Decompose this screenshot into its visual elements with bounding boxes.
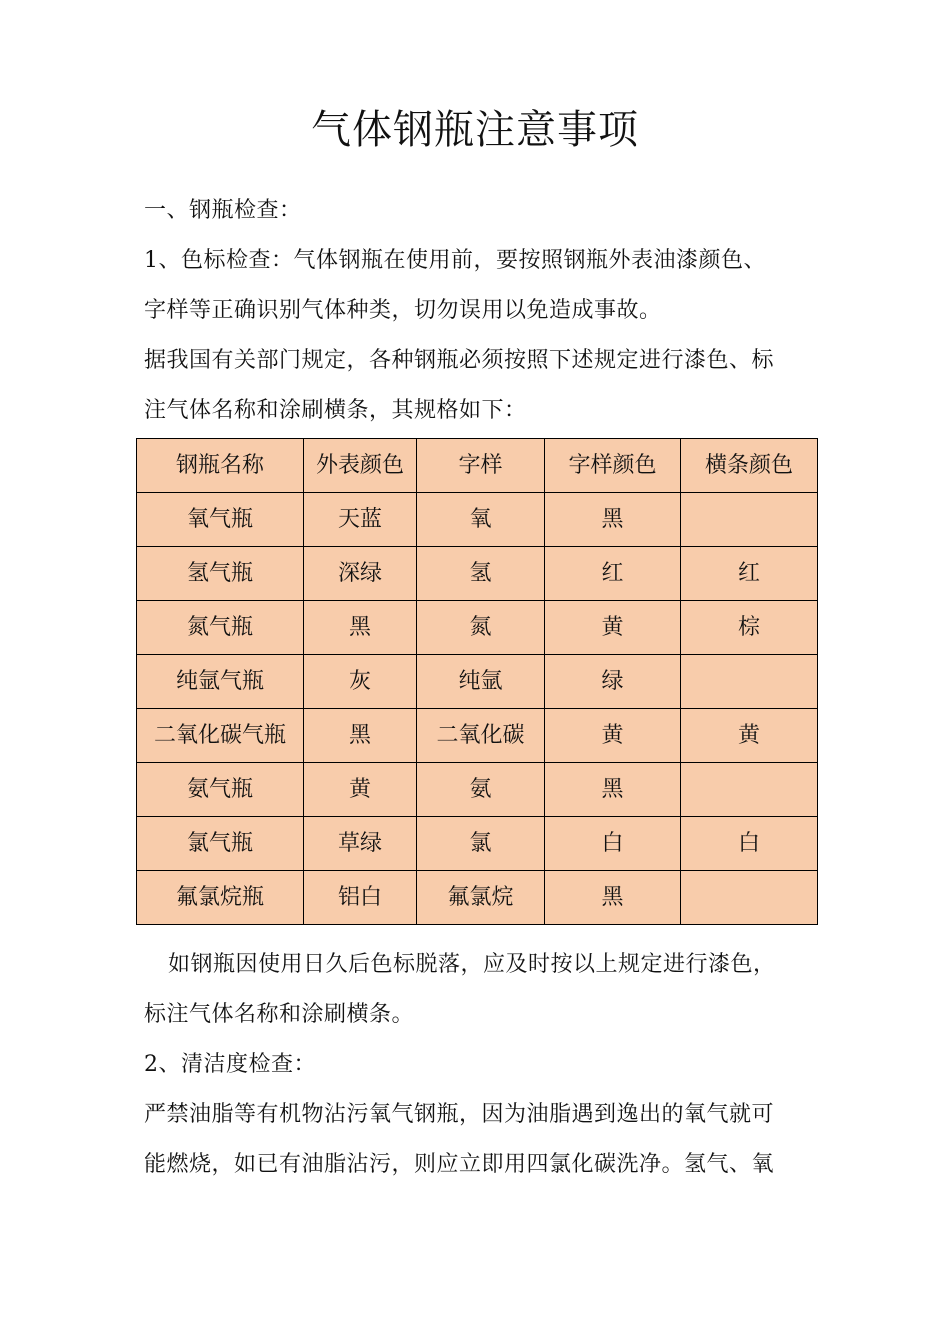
table-row bbox=[137, 655, 818, 709]
table-cell: 黄 bbox=[681, 709, 818, 763]
page-title: 气体钢瓶注意事项 bbox=[311, 107, 639, 153]
table-row bbox=[137, 547, 818, 601]
table-cell: 氟氯烷 bbox=[417, 871, 545, 925]
header-cell: 外表颜色 bbox=[304, 439, 417, 493]
paragraph-line: 注气体名称和涂刷横条，其规格如下： bbox=[144, 398, 527, 423]
table-cell: 草绿 bbox=[304, 817, 417, 871]
table-cell: 氯气瓶 bbox=[137, 817, 304, 871]
table-cell bbox=[681, 655, 818, 709]
table-cell: 绿 bbox=[545, 655, 681, 709]
table-cell: 黑 bbox=[304, 601, 417, 655]
header-cell: 钢瓶名称 bbox=[137, 439, 304, 493]
header-cell: 字样 bbox=[417, 439, 545, 493]
table-cell: 灰 bbox=[304, 655, 417, 709]
table-cell: 红 bbox=[681, 547, 818, 601]
table-row bbox=[137, 817, 818, 871]
table-cell: 白 bbox=[681, 817, 818, 871]
table-cell: 红 bbox=[545, 547, 681, 601]
section-heading-cylinder-check: 一、钢瓶检查： bbox=[144, 198, 302, 223]
table-cell: 氮气瓶 bbox=[137, 601, 304, 655]
table-cell: 纯氩 bbox=[417, 655, 545, 709]
table-cell: 黑 bbox=[545, 493, 681, 547]
table-cell: 氧气瓶 bbox=[137, 493, 304, 547]
table-cell: 黄 bbox=[304, 763, 417, 817]
table-cell: 氢气瓶 bbox=[137, 547, 304, 601]
table-cell: 黑 bbox=[304, 709, 417, 763]
table-cell: 黑 bbox=[545, 871, 681, 925]
table-cell: 铝白 bbox=[304, 871, 417, 925]
paragraph-line: 严禁油脂等有机物沾污氧气钢瓶，因为油脂遇到逸出的氧气就可 bbox=[144, 1102, 775, 1127]
table-row bbox=[137, 601, 818, 655]
table-cell: 天蓝 bbox=[304, 493, 417, 547]
table-header-row bbox=[137, 439, 818, 493]
table-cell: 氧 bbox=[417, 493, 545, 547]
table-cell: 氟氯烷瓶 bbox=[137, 871, 304, 925]
header-cell: 字样颜色 bbox=[545, 439, 681, 493]
table-cell bbox=[681, 763, 818, 817]
header-cell: 横条颜色 bbox=[681, 439, 818, 493]
table-row bbox=[137, 763, 818, 817]
table-row bbox=[137, 709, 818, 763]
table-cell: 纯氩气瓶 bbox=[137, 655, 304, 709]
table-cell: 深绿 bbox=[304, 547, 417, 601]
table-cell: 氮 bbox=[417, 601, 545, 655]
table-cell: 白 bbox=[545, 817, 681, 871]
table-cell: 黑 bbox=[545, 763, 681, 817]
table-cell bbox=[681, 871, 818, 925]
paragraph-line: 如钢瓶因使用日久后色标脱落，应及时按以上规定进行漆色， bbox=[168, 952, 776, 977]
table-row bbox=[137, 871, 818, 925]
paragraph-line: 字样等正确识别气体种类，切勿误用以免造成事故。 bbox=[144, 298, 662, 323]
table-cell: 黄 bbox=[545, 601, 681, 655]
gas-cylinder-color-table bbox=[136, 438, 818, 925]
table-cell: 氢 bbox=[417, 547, 545, 601]
table-cell: 棕 bbox=[681, 601, 818, 655]
table-cell: 氯 bbox=[417, 817, 545, 871]
section-heading-cleanliness-check: 2、清洁度检查： bbox=[144, 1052, 316, 1077]
table-cell: 氨气瓶 bbox=[137, 763, 304, 817]
paragraph-line: 1、色标检查：气体钢瓶在使用前，要按照钢瓶外表油漆颜色、 bbox=[144, 248, 766, 273]
paragraph-line: 能燃烧，如已有油脂沾污，则应立即用四氯化碳洗净。氢气、氧 bbox=[144, 1152, 775, 1177]
paragraph-line: 据我国有关部门规定，各种钢瓶必须按照下述规定进行漆色、标 bbox=[144, 348, 775, 373]
paragraph-line: 标注气体名称和涂刷横条。 bbox=[144, 1002, 415, 1027]
table-cell: 黄 bbox=[545, 709, 681, 763]
table-cell: 氨 bbox=[417, 763, 545, 817]
table-cell: 二氧化碳 bbox=[417, 709, 545, 763]
table-cell: 二氧化碳气瓶 bbox=[137, 709, 304, 763]
table-row bbox=[137, 493, 818, 547]
table-cell bbox=[681, 493, 818, 547]
